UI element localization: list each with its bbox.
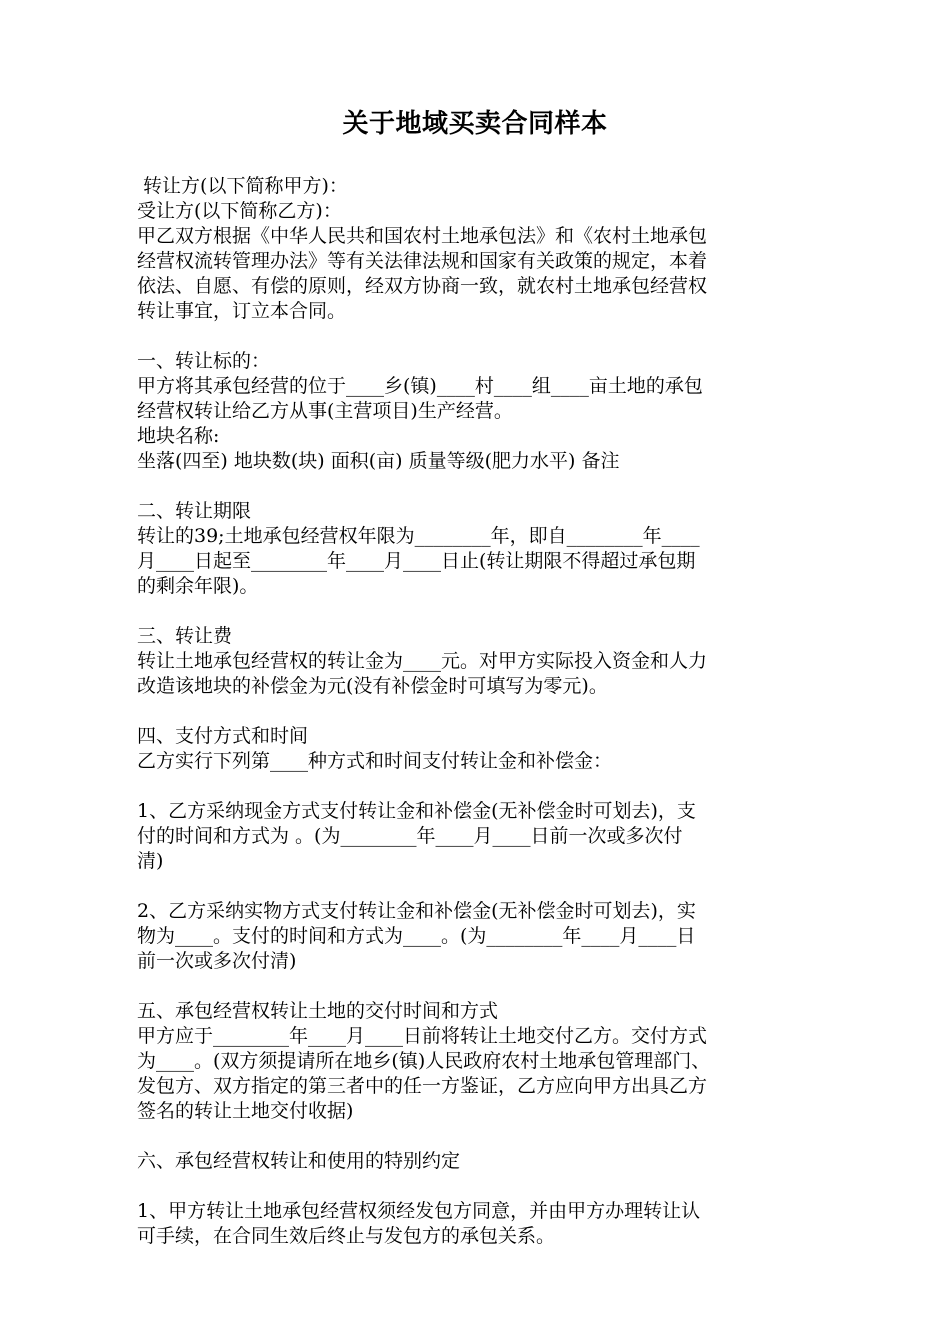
document-body <box>137 174 817 1249</box>
text-line: 签名的转让土地交付收据) <box>137 1100 354 1122</box>
text-line: 月____日起至________年____月____日止(转让期限不得超过承包期 <box>137 550 696 572</box>
text-line: 前一次或多次付清) <box>137 950 297 972</box>
text-line: 转让的39;土地承包经营权年限为________年，即自________年____ <box>137 525 700 547</box>
blank-line <box>137 474 817 499</box>
text-line: 经营权流转管理办法》等有关法律法规和国家有关政策的规定，本着 <box>137 250 708 272</box>
text-line: 发包方、双方指定的第三者中的任一方鉴证，乙方应向甲方出具乙方 <box>137 1075 708 1097</box>
text-line: 2、乙方采纳实物方式支付转让金和补偿金(无补偿金时可划去)，实 <box>137 900 696 922</box>
text-line: 受让方(以下简称乙方)： <box>137 200 342 222</box>
blank-line <box>137 324 817 349</box>
text-line: 甲乙双方根据《中华人民共和国农村土地承包法》和《农村土地承包 <box>137 225 708 247</box>
text-line: 经营权转让给乙方从事(主营项目)生产经营。 <box>137 400 513 422</box>
text-line: 甲方应于________年____月____日前将转让土地交付乙方。交付方式 <box>137 1025 708 1047</box>
blank-line <box>137 974 817 999</box>
text-line: 改造该地块的补偿金为元(没有补偿金时可填写为零元)。 <box>137 675 608 697</box>
text-line: 乙方实行下列第____种方式和时间支付转让金和补偿金： <box>137 750 613 772</box>
text-line: 1、甲方转让土地承包经营权须经发包方同意，并由甲方办理转让认 <box>137 1200 701 1222</box>
text-line: 甲方将其承包经营的位于____乡(镇)____村____组____亩土地的承包 <box>137 375 703 397</box>
blank-line <box>137 699 817 724</box>
blank-line <box>137 1124 817 1149</box>
text-line: 四、支付方式和时间 <box>137 725 309 747</box>
text-line: 的剩余年限)。 <box>137 575 259 597</box>
text-line: 可手续，在合同生效后终止与发包方的承包关系。 <box>137 1225 556 1247</box>
text-line: 清) <box>137 850 164 872</box>
text-line: 依法、自愿、有偿的原则，经双方协商一致，就农村土地承包经营权 <box>137 275 708 297</box>
text-line: 坐落(四至) 地块数(块) 面积(亩) 质量等级(肥力水平) 备注 <box>137 450 620 472</box>
document-title: 关于地域买卖合同样本 <box>342 109 608 139</box>
blank-line <box>137 599 817 624</box>
text-line: 六、承包经营权转让和使用的特别约定 <box>137 1150 461 1172</box>
text-line: 五、承包经营权转让土地的交付时间和方式 <box>137 1000 499 1022</box>
text-line: 一、转让标的： <box>137 350 271 372</box>
text-line: 二、转让期限 <box>137 500 252 522</box>
text-line: 转让土地承包经营权的转让金为____元。对甲方实际投入资金和人力 <box>137 650 708 672</box>
text-line: 物为____。支付的时间和方式为____。(为________年____月____日 <box>137 925 696 947</box>
text-line: 为____。(双方须提请所在地乡(镇)人民政府农村土地承包管理部门、 <box>137 1050 711 1072</box>
blank-line <box>137 874 817 899</box>
text-line: 转让事宜，订立本合同。 <box>137 300 347 322</box>
blank-line <box>137 774 817 799</box>
text-line: 转让方(以下简称甲方)： <box>137 175 348 197</box>
text-line: 1、乙方采纳现金方式支付转让金和补偿金(无补偿金时可划去)，支 <box>137 800 696 822</box>
text-line: 付的时间和方式为 。(为________年____月____日前一次或多次付 <box>137 825 683 847</box>
blank-line <box>137 1174 817 1199</box>
text-line: 三、转让费 <box>137 625 233 647</box>
text-line: 地块名称: <box>137 425 220 447</box>
